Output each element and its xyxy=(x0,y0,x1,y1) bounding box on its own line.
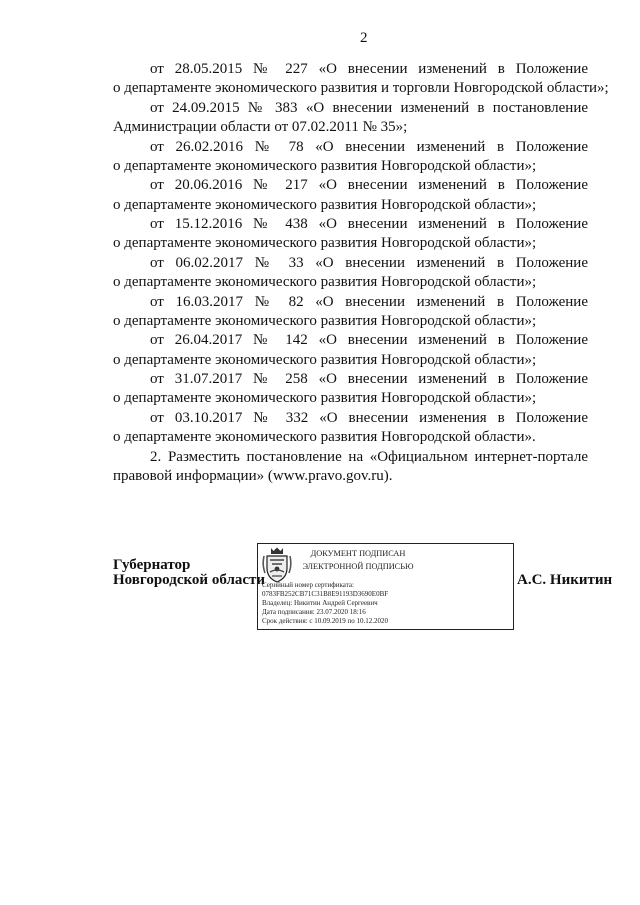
placement-line-2: правовой информации» (www.pravo.gov.ru). xyxy=(113,467,393,484)
amendment-line-2: о департаменте экономического развития и торговли Новгородской области»; xyxy=(113,80,609,97)
document-body xyxy=(113,60,609,486)
signing-date: Дата подписания: 23.07.2020 18:16 xyxy=(262,608,366,616)
electronic-signature-stamp xyxy=(257,543,514,630)
amendment-item xyxy=(113,60,609,99)
amendment-line-2: о департаменте экономического развития Новгородской области»; xyxy=(113,351,537,368)
amendment-line-2: о департаменте экономического развития Новгородской области»; xyxy=(113,235,537,252)
amendment-line-2: о департаменте экономического развития Новгородской области»; xyxy=(113,312,537,329)
amendment-item xyxy=(113,99,588,138)
amendment-line-2: о департаменте экономического развития Новгородской области»; xyxy=(113,196,537,213)
amendment-line-1: от 28.05.2015 № 227 «О внесении изменений в Положение xyxy=(150,61,588,77)
certificate-owner: Владелец: Никитин Андрей Сергеевич xyxy=(262,599,378,607)
amendment-line-1: от 06.02.2017 № 33 «О внесении изменений в Положение xyxy=(150,254,588,271)
amendment-line-1: от 03.10.2017 № 332 «О внесении изменения в Положение xyxy=(150,409,588,426)
placement-clause xyxy=(113,448,588,487)
amendment-line-1: от 26.04.2017 № 142 «О внесении изменений в Положение xyxy=(150,332,588,349)
amendment-line-1: от 31.07.2017 № 258 «О внесении изменений в Положение xyxy=(150,371,588,387)
amendment-item xyxy=(113,254,588,293)
amendment-line-2: Администрации области от 07.02.2011 № 35»; xyxy=(113,119,408,136)
amendment-line-2: о департаменте экономического развития Новгородской области»; xyxy=(113,390,537,407)
certificate-serial-label: Серийный номер сертификата: xyxy=(262,581,354,589)
amendment-line-1: от 20.06.2016 № 217 «О внесении изменений в Положение xyxy=(150,177,588,194)
stamp-title-line-1: ДОКУМЕНТ ПОДПИСАН xyxy=(310,549,406,558)
amendment-item xyxy=(113,409,588,448)
amendment-item xyxy=(113,331,588,370)
amendment-line-1: от 26.02.2016 № 78 «О внесении изменений в Положение xyxy=(150,138,588,155)
amendment-item xyxy=(113,215,588,254)
signer-position-line-1: Губернатор xyxy=(113,557,191,573)
amendment-item xyxy=(113,293,588,332)
amendment-line-1: от 16.03.2017 № 82 «О внесении изменений в Положение xyxy=(150,293,588,310)
signer-position-line-2: Новгородской области xyxy=(113,572,266,588)
page-number: 2 xyxy=(360,30,368,46)
amendment-line-2: о департаменте экономического развития Новгородской области»; xyxy=(113,274,537,291)
amendment-item xyxy=(113,176,588,215)
placement-line-1: 2. Разместить постановление на «Официальном интернет-портале xyxy=(150,448,588,465)
amendment-line-1: от 24.09.2015 № 383 «О внесении изменений в постановление xyxy=(150,99,588,116)
certificate-serial-number: 0783FB252CB71C31B8E91193D3690E0BF xyxy=(262,590,389,598)
amendment-line-2: о департаменте экономического развития Новгородской области»; xyxy=(113,157,537,174)
signer-name: А.С. Никитин xyxy=(517,572,613,588)
amendment-item xyxy=(113,370,588,409)
amendment-item xyxy=(113,138,588,177)
validity-period: Срок действия: с 10.09.2019 по 10.12.2020 xyxy=(262,617,388,625)
amendment-line-1: от 15.12.2016 № 438 «О внесении изменений в Положение xyxy=(150,216,588,232)
stamp-title-line-2: ЭЛЕКТРОННОЙ ПОДПИСЬЮ xyxy=(302,562,414,571)
amendment-line-2: о департаменте экономического развития Новгородской области». xyxy=(113,429,536,446)
coat-of-arms-emblem xyxy=(262,547,292,583)
